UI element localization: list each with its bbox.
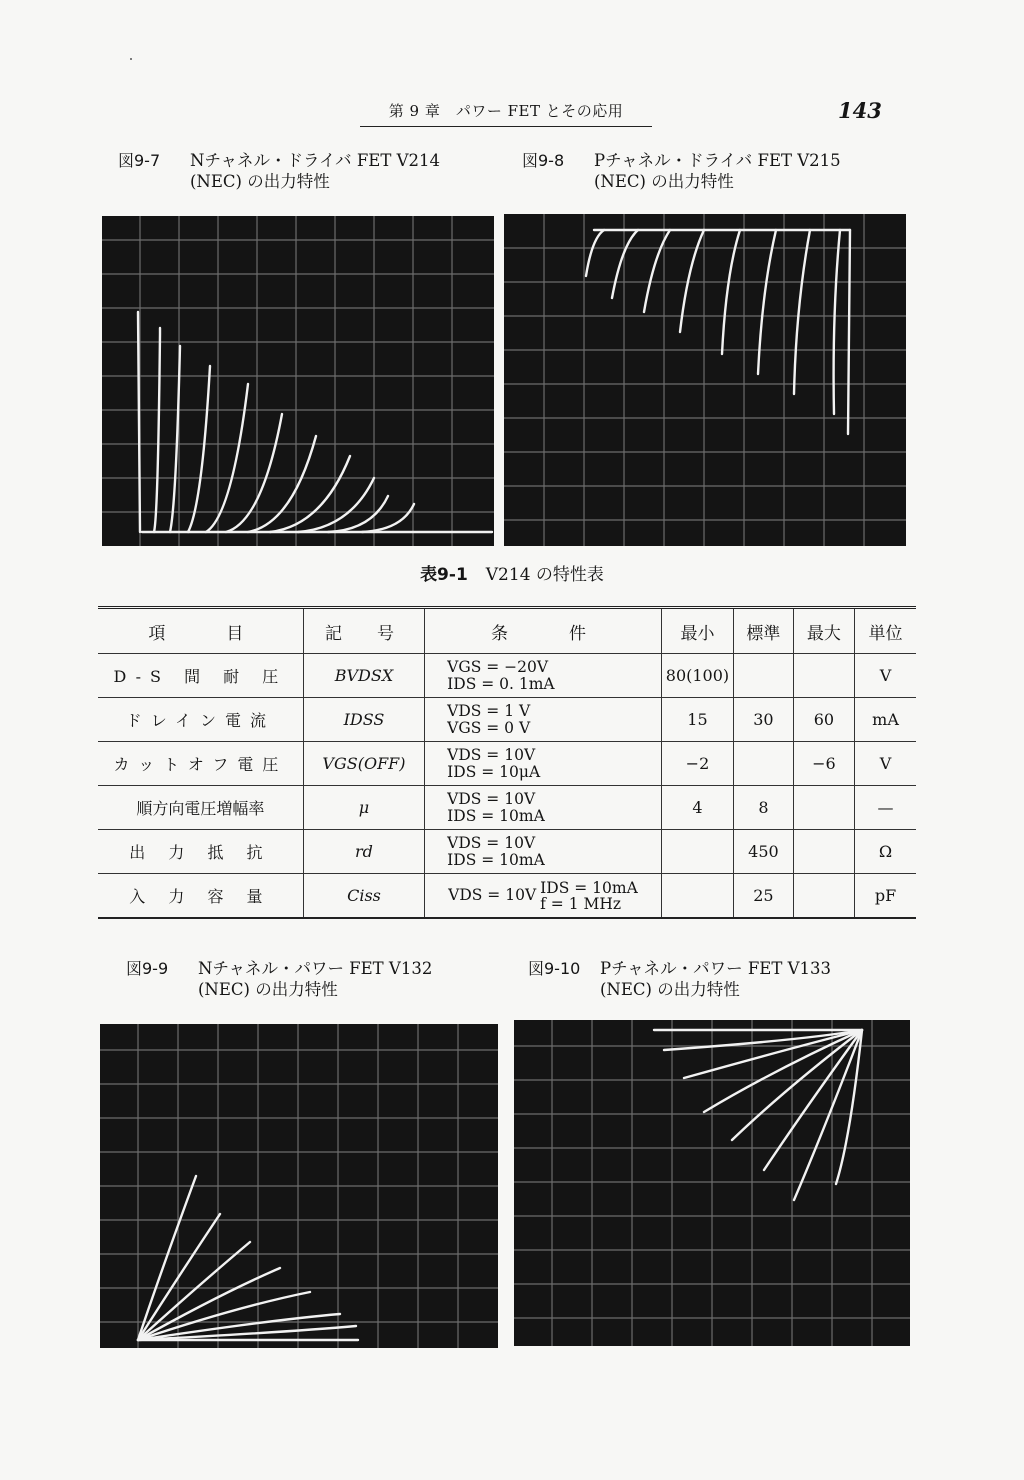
figure-caption-9-10 bbox=[528, 958, 831, 1000]
table-row bbox=[98, 874, 916, 919]
row-item: 入 力 容 量 bbox=[98, 874, 303, 919]
scope-trace-9-8 bbox=[504, 214, 906, 546]
row-condition bbox=[425, 698, 662, 742]
row-condition bbox=[425, 830, 662, 874]
condition-line: VGS = −20V bbox=[447, 657, 549, 676]
row-typ: 450 bbox=[734, 830, 794, 874]
figure-title: Pチャネル・パワー FET V133 bbox=[600, 959, 832, 978]
row-item: 出 力 抵 抗 bbox=[98, 830, 303, 874]
condition-line: IDS = 10mA bbox=[540, 878, 638, 897]
table-row bbox=[98, 698, 916, 742]
row-condition bbox=[425, 874, 662, 919]
row-min: −2 bbox=[661, 742, 733, 786]
table-caption bbox=[0, 560, 1024, 585]
row-symbol: rd bbox=[303, 830, 424, 874]
table-row bbox=[98, 654, 916, 698]
table-header-row bbox=[98, 608, 916, 654]
table-row bbox=[98, 786, 916, 830]
condition-line: VDS = 10V bbox=[447, 789, 536, 808]
figure-caption-9-9 bbox=[126, 958, 432, 1000]
figure-caption-9-8 bbox=[522, 150, 841, 192]
row-symbol: Ciss bbox=[303, 874, 424, 919]
row-min bbox=[661, 830, 733, 874]
row-typ: 25 bbox=[734, 874, 794, 919]
condition-line: VGS = 0 V bbox=[447, 718, 531, 737]
oscilloscope-photo-9-10 bbox=[514, 1020, 910, 1346]
figure-subtitle: (NEC) の出力特性 bbox=[190, 172, 330, 191]
condition-line: IDS = 10mA bbox=[447, 850, 545, 869]
row-unit: V bbox=[855, 742, 916, 786]
condition-line: IDS = 10mA bbox=[447, 806, 545, 825]
page-number: 143 bbox=[838, 98, 882, 123]
row-min: 15 bbox=[661, 698, 733, 742]
table-row bbox=[98, 742, 916, 786]
figure-title: Nチャネル・ドライバ FET V214 bbox=[190, 151, 441, 170]
header-min: 最小 bbox=[661, 608, 733, 654]
scope-trace-9-9 bbox=[100, 1024, 498, 1348]
row-unit: — bbox=[855, 786, 916, 830]
table-row bbox=[98, 830, 916, 874]
header-max: 最大 bbox=[793, 608, 854, 654]
row-condition bbox=[425, 742, 662, 786]
figure-number: 図9-9 bbox=[126, 959, 169, 978]
condition-line: IDS = 0. 1mA bbox=[447, 674, 555, 693]
condition-main: VDS = 10V bbox=[448, 885, 537, 904]
condition-line: VDS = 1 V bbox=[447, 701, 531, 720]
row-typ bbox=[734, 742, 794, 786]
figure-number: 図9-7 bbox=[118, 151, 161, 170]
figure-subtitle: (NEC) の出力特性 bbox=[594, 172, 734, 191]
oscilloscope-photo-9-9 bbox=[100, 1024, 498, 1348]
row-typ bbox=[734, 654, 794, 698]
row-symbol: VGS(OFF) bbox=[303, 742, 424, 786]
table-title: V214 の特性表 bbox=[485, 565, 604, 585]
condition-line: VDS = 10V bbox=[447, 833, 536, 852]
figure-caption-9-7 bbox=[118, 150, 440, 192]
row-condition bbox=[425, 654, 662, 698]
condition-line: IDS = 10μA bbox=[447, 762, 541, 781]
row-unit: pF bbox=[855, 874, 916, 919]
row-max: −6 bbox=[793, 742, 854, 786]
row-min: 4 bbox=[661, 786, 733, 830]
figure-subtitle: (NEC) の出力特性 bbox=[198, 980, 338, 999]
header-condition: 条 件 bbox=[425, 608, 662, 654]
row-min bbox=[661, 874, 733, 919]
row-item: カットオフ電圧 bbox=[98, 742, 303, 786]
paper-speck bbox=[130, 58, 132, 60]
row-item: 順方向電圧増幅率 bbox=[98, 786, 303, 830]
figure-number: 図9-10 bbox=[528, 959, 581, 978]
row-item: ドレイン電流 bbox=[98, 698, 303, 742]
oscilloscope-photo-9-8 bbox=[504, 214, 906, 546]
figure-subtitle: (NEC) の出力特性 bbox=[600, 980, 740, 999]
header-typ: 標準 bbox=[734, 608, 794, 654]
header-unit: 単位 bbox=[855, 608, 916, 654]
running-header: 第 9 章 パワー FET とその応用 bbox=[360, 100, 652, 127]
row-unit: V bbox=[855, 654, 916, 698]
row-max bbox=[793, 830, 854, 874]
figure-number: 図9-8 bbox=[522, 151, 565, 170]
row-max bbox=[793, 786, 854, 830]
table-number: 表9-1 bbox=[420, 565, 468, 585]
condition-line: VDS = 10V bbox=[447, 745, 536, 764]
row-min: 80(100) bbox=[661, 654, 733, 698]
figure-title: Pチャネル・ドライバ FET V215 bbox=[594, 151, 841, 170]
row-symbol: μ bbox=[303, 786, 424, 830]
row-typ: 30 bbox=[734, 698, 794, 742]
header-symbol: 記 号 bbox=[303, 608, 424, 654]
row-max bbox=[793, 654, 854, 698]
row-condition bbox=[425, 786, 662, 830]
oscilloscope-photo-9-7 bbox=[102, 216, 494, 546]
row-max bbox=[793, 874, 854, 919]
row-typ: 8 bbox=[734, 786, 794, 830]
row-symbol: BVDSX bbox=[303, 654, 424, 698]
row-item: D-S 間 耐 圧 bbox=[98, 654, 303, 698]
row-symbol: IDSS bbox=[303, 698, 424, 742]
header-item: 項 目 bbox=[98, 608, 303, 654]
condition-line: f = 1 MHz bbox=[540, 894, 622, 913]
spec-table bbox=[98, 606, 916, 919]
scope-trace-9-10 bbox=[514, 1020, 910, 1346]
row-unit: Ω bbox=[855, 830, 916, 874]
scope-trace-9-7 bbox=[102, 216, 494, 546]
row-unit: mA bbox=[855, 698, 916, 742]
row-max: 60 bbox=[793, 698, 854, 742]
figure-title: Nチャネル・パワー FET V132 bbox=[198, 959, 433, 978]
